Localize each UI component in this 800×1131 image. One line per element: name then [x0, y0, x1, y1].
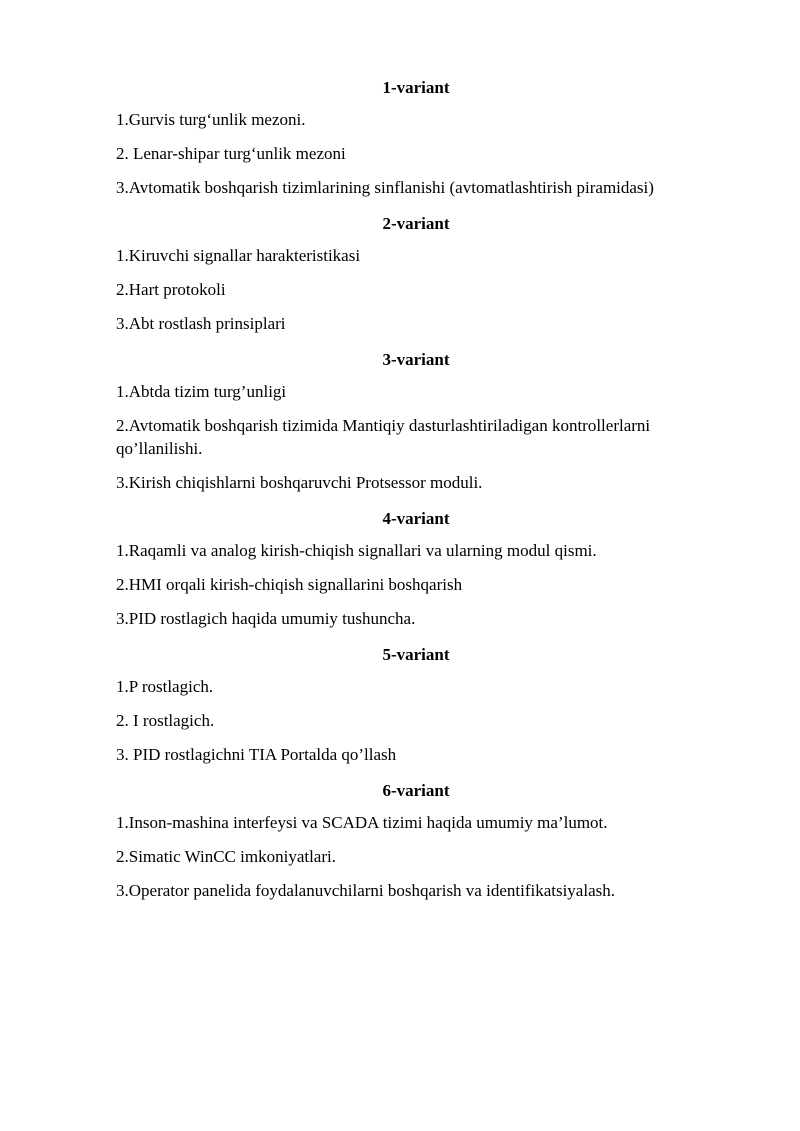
variant-heading: 3-variant [382, 350, 450, 369]
variant-heading: 4-variant [382, 509, 450, 528]
variant-section-2 [116, 210, 716, 335]
variant-section-3 [116, 346, 716, 494]
question-item: 3.Kirish chiqishlarni boshqaruvchi Protsessor moduli. [116, 473, 483, 492]
question-item: 1.Gurvis turg‘unlik mezoni. [116, 110, 306, 129]
question-item: 2.Avtomatik boshqarish tizimida Mantiqiy dasturlashtiriladigan kontrollerlarni qo’llanilishi. [116, 416, 651, 458]
question-item: 3. PID rostlagichni TIA Portalda qo’llash [116, 745, 397, 764]
question-item: 3.Avtomatik boshqarish tizimlarining sinflanishi (avtomatlashtirish piramidasi) [116, 178, 654, 197]
question-item: 1.Inson-mashina interfeysi va SCADA tizimi haqida umumiy ma’lumot. [116, 813, 608, 832]
question-item: 1.Raqamli va analog kirish-chiqish signallari va ularning modul qismi. [116, 541, 597, 560]
variant-section-4 [116, 505, 716, 630]
variant-heading: 6-variant [382, 781, 450, 800]
question-item: 3.Operator panelida foydalanuvchilarni boshqarish va identifikatsiyalash. [116, 881, 615, 900]
question-item: 1.Abtda tizim turg’unligi [116, 382, 287, 401]
variant-heading: 5-variant [382, 645, 450, 664]
question-item: 2.Simatic WinCC imkoniyatlari. [116, 847, 336, 866]
question-item: 1.P rostlagich. [116, 677, 214, 696]
variant-section-6 [116, 777, 716, 902]
question-item: 2.Hart protokoli [116, 280, 226, 299]
variant-heading: 1-variant [382, 78, 450, 97]
question-item: 3.PID rostlagich haqida umumiy tushuncha. [116, 609, 416, 628]
variant-section-5 [116, 641, 716, 766]
question-item: 1.Kiruvchi signallar harakteristikasi [116, 246, 361, 265]
variant-section-1 [116, 74, 716, 199]
question-item: 2.HMI orqali kirish-chiqish signallarini boshqarish [116, 575, 463, 594]
question-item: 2. I rostlagich. [116, 711, 215, 730]
variant-heading: 2-variant [382, 214, 450, 233]
question-item: 2. Lenar-shipar turg‘unlik mezoni [116, 144, 346, 163]
question-item: 3.Abt rostlash prinsiplari [116, 314, 286, 333]
document-page [116, 74, 716, 913]
